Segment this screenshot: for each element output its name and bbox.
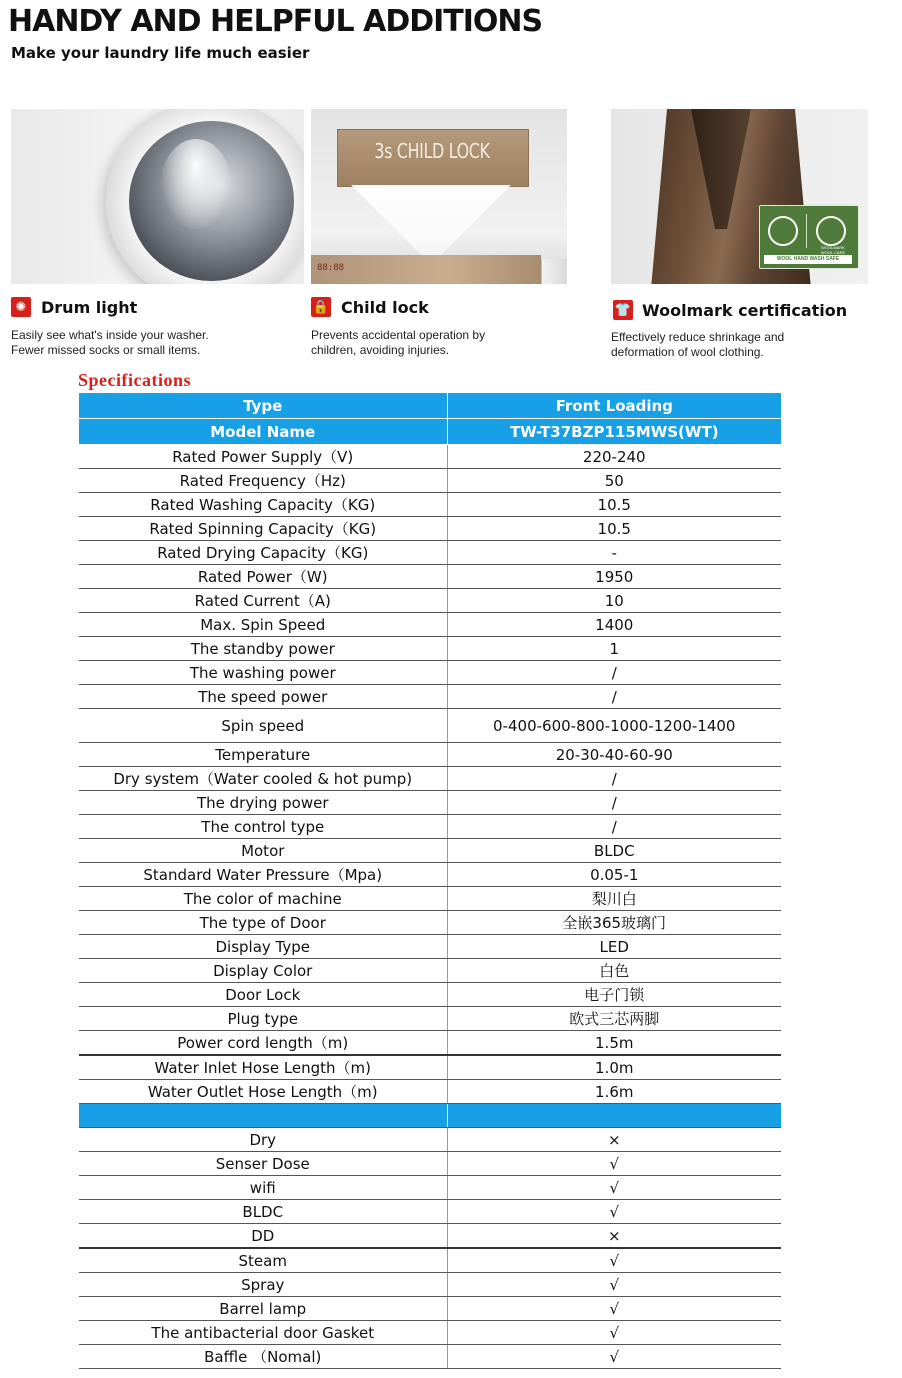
- spec-value: TW-T37BZP115MWS(WT): [447, 419, 781, 445]
- table-row: [79, 1055, 781, 1080]
- spec-value: Front Loading: [447, 393, 781, 419]
- spec-label: Temperature: [79, 743, 447, 767]
- table-row: [79, 911, 781, 935]
- spec-label: Barrel lamp: [79, 1297, 447, 1321]
- woolmark-image: [611, 109, 868, 284]
- spec-value: -: [447, 541, 781, 565]
- feature-row: [79, 1321, 781, 1345]
- specifications-heading: Specifications: [78, 370, 191, 390]
- feature-title-woolmark: Woolmark certification: [642, 301, 848, 320]
- spec-value: 欧式三芯两脚: [447, 1007, 781, 1031]
- spec-label: Rated Spinning Capacity（KG): [79, 517, 447, 541]
- spec-label: Senser Dose: [79, 1152, 447, 1176]
- table-row: [79, 887, 781, 911]
- feature-row: [79, 1345, 781, 1369]
- spec-value: 全嵌365玻璃门: [447, 911, 781, 935]
- spec-label: Spray: [79, 1273, 447, 1297]
- spec-value: 10: [447, 589, 781, 613]
- spec-label: Type: [79, 393, 447, 419]
- spec-value: BLDC: [447, 839, 781, 863]
- woolmark-badge-mark: WOOLMARK WOOL CARE: [820, 245, 846, 255]
- spec-value: LED: [447, 935, 781, 959]
- table-row: [79, 493, 781, 517]
- table-row: [79, 959, 781, 983]
- spec-value: 10.5: [447, 493, 781, 517]
- spec-value: /: [447, 661, 781, 685]
- spec-label: Standard Water Pressure（Mpa): [79, 863, 447, 887]
- child-lock-image: [311, 109, 567, 284]
- table-row: [79, 685, 781, 709]
- spec-value: 1.0m: [447, 1055, 781, 1080]
- spec-value: 50: [447, 469, 781, 493]
- feature-row: [79, 1200, 781, 1224]
- table-row: [79, 767, 781, 791]
- sun-icon: ✺: [11, 297, 31, 317]
- spec-value: √: [447, 1248, 781, 1273]
- table-row: [79, 839, 781, 863]
- child-lock-panel-label: 3s CHILD LOCK: [374, 139, 490, 163]
- spec-label: The antibacterial door Gasket: [79, 1321, 447, 1345]
- feature-desc-drum-light: Easily see what's inside your washer. Fewer missed socks or small items.: [11, 328, 209, 357]
- feature-desc-woolmark: Effectively reduce shrinkage and deformation of wool clothing.: [611, 330, 785, 359]
- spec-label: The drying power: [79, 791, 447, 815]
- spec-label: Motor: [79, 839, 447, 863]
- feature-title-child-lock: Child lock: [341, 298, 429, 317]
- spec-value: 白色: [447, 959, 781, 983]
- spec-label: wifi: [79, 1176, 447, 1200]
- table-row: [79, 541, 781, 565]
- table-header-row: [79, 393, 781, 419]
- spec-label: The type of Door: [79, 911, 447, 935]
- table-row: [79, 589, 781, 613]
- page-subtitle: Make your laundry life much easier: [11, 44, 310, 62]
- table-row: [79, 1007, 781, 1031]
- spec-label: Rated Current（A): [79, 589, 447, 613]
- table-row: [79, 1080, 781, 1104]
- drum-light-glow: [161, 139, 231, 229]
- table-section-separator: [79, 1104, 781, 1128]
- spec-label: The washing power: [79, 661, 447, 685]
- feature-row: [79, 1176, 781, 1200]
- feature-row: [79, 1273, 781, 1297]
- spec-label: Door Lock: [79, 983, 447, 1007]
- spec-value: 1.5m: [447, 1031, 781, 1056]
- spec-label: Dry: [79, 1128, 447, 1152]
- badge-divider: [806, 214, 807, 248]
- feature-title-drum-light: Drum light: [41, 298, 138, 317]
- spec-label: Baffle （Nomal): [79, 1345, 447, 1369]
- separator-cell: [447, 1104, 781, 1128]
- control-panel-digits: 88:88: [317, 263, 345, 273]
- spec-value: 0-400-600-800-1000-1200-1400: [447, 709, 781, 743]
- table-row: [79, 815, 781, 839]
- light-beam: [351, 185, 511, 257]
- spec-value: 梨川白: [447, 887, 781, 911]
- spec-label: Model Name: [79, 419, 447, 445]
- table-header-row: [79, 419, 781, 445]
- spec-value: 0.05-1: [447, 863, 781, 887]
- spec-value: 1.6m: [447, 1080, 781, 1104]
- spec-value: 1: [447, 637, 781, 661]
- table-row: [79, 935, 781, 959]
- feature-desc-child-lock: Prevents accidental operation by children, avoiding injuries.: [311, 328, 486, 357]
- spec-label: The speed power: [79, 685, 447, 709]
- spec-value: √: [447, 1345, 781, 1369]
- table-row: [79, 661, 781, 685]
- spec-value: /: [447, 791, 781, 815]
- spec-label: The standby power: [79, 637, 447, 661]
- table-row: [79, 863, 781, 887]
- spec-value: 1950: [447, 565, 781, 589]
- spec-value: √: [447, 1321, 781, 1345]
- spec-label: Display Type: [79, 935, 447, 959]
- spec-value: √: [447, 1273, 781, 1297]
- spec-label: Power cord length（m): [79, 1031, 447, 1056]
- spec-value: /: [447, 767, 781, 791]
- feature-row: [79, 1297, 781, 1321]
- lock-icon: 🔒: [311, 297, 331, 317]
- woolmark-logo-icon: [816, 216, 846, 246]
- spec-value: 电子门锁: [447, 983, 781, 1007]
- woolmark-badge-text: WOOL HAND WASH SAFE: [764, 255, 852, 264]
- spec-label: Rated Power Supply（V): [79, 445, 447, 469]
- wool-care-icon: [768, 216, 798, 246]
- specifications-table: [79, 393, 781, 1369]
- spec-value: /: [447, 815, 781, 839]
- table-row: [79, 445, 781, 469]
- spec-value: √: [447, 1152, 781, 1176]
- table-row: [79, 517, 781, 541]
- table-row: [79, 565, 781, 589]
- page-title: HANDY AND HELPFUL ADDITIONS: [8, 4, 543, 39]
- spec-label: The color of machine: [79, 887, 447, 911]
- spec-label: Rated Drying Capacity（KG): [79, 541, 447, 565]
- feature-row: [79, 1248, 781, 1273]
- feature-row: [79, 1224, 781, 1249]
- spec-label: Spin speed: [79, 709, 447, 743]
- spec-value: ×: [447, 1128, 781, 1152]
- spec-value: 1400: [447, 613, 781, 637]
- table-row: [79, 613, 781, 637]
- spec-label: Rated Power（W): [79, 565, 447, 589]
- table-row: [79, 791, 781, 815]
- spec-label: Dry system（Water cooled & hot pump): [79, 767, 447, 791]
- spec-value: 220-240: [447, 445, 781, 469]
- spec-label: Max. Spin Speed: [79, 613, 447, 637]
- machine-side: [541, 259, 567, 284]
- spec-value: √: [447, 1200, 781, 1224]
- spec-value: 10.5: [447, 517, 781, 541]
- spec-label: Water Outlet Hose Length（m): [79, 1080, 447, 1104]
- table-row: [79, 469, 781, 493]
- drum-light-image: [11, 109, 304, 284]
- spec-label: The control type: [79, 815, 447, 839]
- feature-row: [79, 1128, 781, 1152]
- table-row: [79, 983, 781, 1007]
- table-row: [79, 1031, 781, 1056]
- spec-label: DD: [79, 1224, 447, 1249]
- feature-row: [79, 1152, 781, 1176]
- spec-value: √: [447, 1176, 781, 1200]
- separator-cell: [79, 1104, 447, 1128]
- spec-label: BLDC: [79, 1200, 447, 1224]
- shirt-icon: 👕: [613, 300, 633, 320]
- table-row: [79, 709, 781, 743]
- table-row: [79, 637, 781, 661]
- table-row: [79, 743, 781, 767]
- spec-label: Plug type: [79, 1007, 447, 1031]
- spec-value: √: [447, 1297, 781, 1321]
- spec-label: Rated Washing Capacity（KG): [79, 493, 447, 517]
- spec-value: ×: [447, 1224, 781, 1249]
- spec-label: Rated Frequency（Hz): [79, 469, 447, 493]
- spec-label: Water Inlet Hose Length（m): [79, 1055, 447, 1080]
- spec-value: 20-30-40-60-90: [447, 743, 781, 767]
- woolmark-badge: [759, 205, 859, 269]
- control-panel-strip: [311, 255, 541, 284]
- spec-label: Steam: [79, 1248, 447, 1273]
- spec-label: Display Color: [79, 959, 447, 983]
- spec-value: /: [447, 685, 781, 709]
